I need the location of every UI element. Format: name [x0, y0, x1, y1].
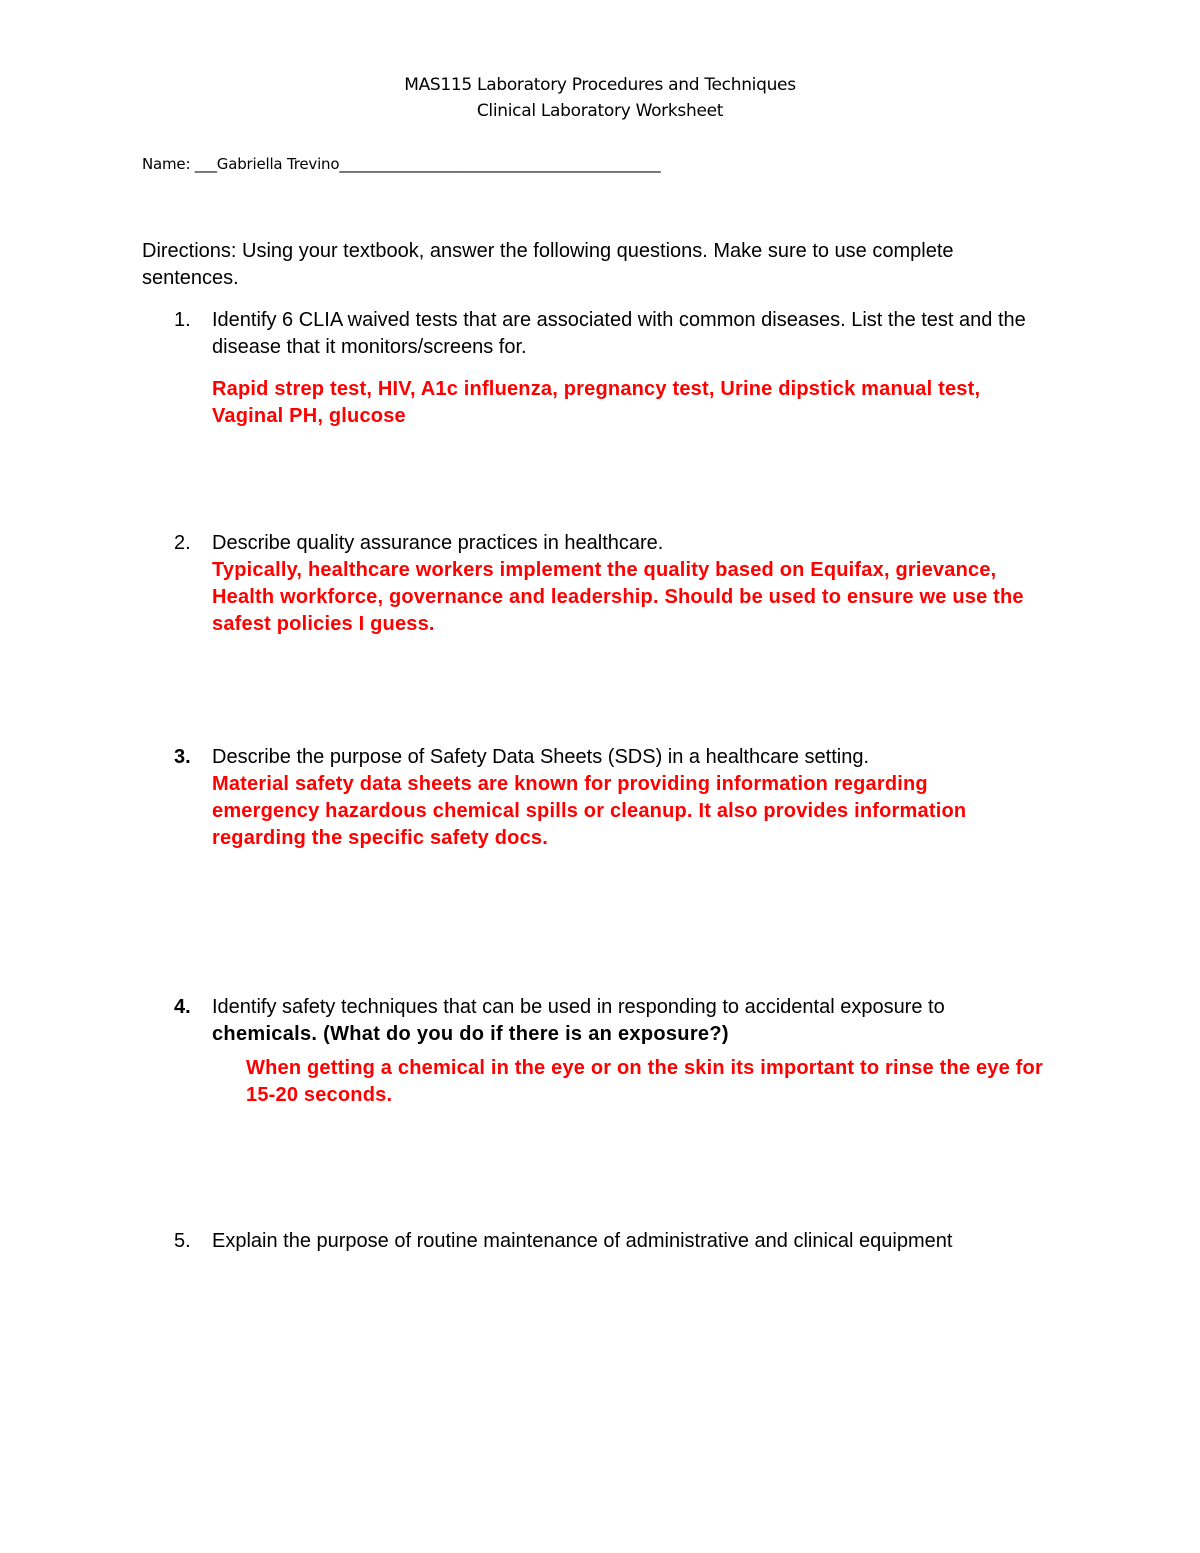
name-field: [142, 155, 661, 173]
question-5-text: Explain the purpose of routine maintenance of administrative and clinical equipment: [212, 1230, 953, 1252]
name-value: ___Gabriella Trevino____________________________________________: [194, 155, 661, 173]
document-title: MAS115 Laboratory Procedures and Techniques: [404, 75, 796, 95]
question-4-text-part-2: chemicals. (What do you do if there is an exposure?): [212, 1023, 729, 1045]
answer-4: When getting a chemical in the eye or on the skin its important to rinse the eye for 15-20 seconds.: [246, 1057, 1043, 1106]
question-3-number: 3.: [174, 746, 191, 768]
question-4-text: [212, 994, 1042, 1048]
document-subtitle: Clinical Laboratory Worksheet: [476, 101, 724, 121]
question-3-text: Describe the purpose of Safety Data Sheets (SDS) in a healthcare setting.: [212, 746, 870, 768]
question-4-number: 4.: [174, 996, 191, 1018]
directions-text: Directions: Using your textbook, answer the following questions. Make sure to use complete sentences.: [142, 240, 954, 289]
name-label: Name:: [142, 155, 191, 173]
question-5-number: 5.: [174, 1230, 191, 1252]
answer-3: Material safety data sheets are known for providing information regarding emergency hazardous chemical spills or cleanup. It also provides information regarding the specific safety docs.: [212, 773, 967, 849]
answer-1: Rapid strep test, HIV, A1c influenza, pregnancy test, Urine dipstick manual test, Vaginal PH, glucose: [212, 378, 981, 427]
question-1-number: 1.: [174, 309, 191, 331]
answer-2: Typically, healthcare workers implement the quality based on Equifax, grievance, Health workforce, governance and leadership. Should be used to ensure we use the safest policies I guess.: [212, 559, 1024, 635]
question-2-number: 2.: [174, 532, 191, 554]
question-2-text: Describe quality assurance practices in healthcare.: [212, 532, 664, 554]
question-4-text-part-1: Identify safety techniques that can be used in responding to accidental exposure to: [212, 996, 945, 1018]
question-1-text: Identify 6 CLIA waived tests that are associated with common diseases. List the test and the disease that it monitors/screens for.: [212, 309, 1026, 358]
